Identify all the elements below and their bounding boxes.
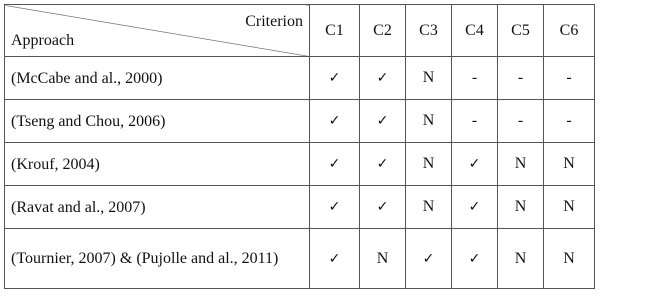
table-cell: N: [406, 186, 452, 229]
table-cell: -: [544, 57, 595, 100]
table-cell: ✓: [360, 186, 406, 229]
table-cell: N: [498, 186, 544, 229]
table-row: [5, 143, 595, 186]
table-row: [5, 100, 595, 143]
column-header-c1: C1: [310, 5, 360, 57]
column-header-c4: C4: [452, 5, 498, 57]
header-row: [5, 5, 595, 57]
table-cell: N: [360, 229, 406, 289]
table-cell: N: [544, 229, 595, 289]
approach-cell: (Ravat and al., 2007): [5, 186, 310, 229]
criterion-label: Criterion: [245, 13, 303, 30]
approach-label: Approach: [11, 32, 75, 49]
table-cell: ✓: [360, 100, 406, 143]
approach-cell: (McCabe and al., 2000): [5, 57, 310, 100]
column-header-c6: C6: [544, 5, 595, 57]
table-cell: -: [452, 57, 498, 100]
column-header-c2: C2: [360, 5, 406, 57]
table-cell: ✓: [310, 229, 360, 289]
table-cell: N: [406, 100, 452, 143]
table-cell: N: [406, 57, 452, 100]
comparison-table: [4, 4, 595, 289]
table-cell: ✓: [310, 57, 360, 100]
approach-cell: (Tseng and Chou, 2006): [5, 100, 310, 143]
table-row: [5, 57, 595, 100]
approach-cell: (Krouf, 2004): [5, 143, 310, 186]
table-cell: N: [544, 186, 595, 229]
table-cell: -: [544, 100, 595, 143]
table-cell: ✓: [360, 57, 406, 100]
table-cell: ✓: [310, 100, 360, 143]
table-cell: ✓: [406, 229, 452, 289]
table-cell: N: [544, 143, 595, 186]
table-cell: ✓: [452, 143, 498, 186]
table-cell: -: [498, 100, 544, 143]
table-row: [5, 186, 595, 229]
table-cell: -: [498, 57, 544, 100]
table-cell: ✓: [360, 143, 406, 186]
table-cell: ✓: [310, 143, 360, 186]
table-row: [5, 229, 595, 289]
table-cell: N: [498, 229, 544, 289]
table-cell: N: [498, 143, 544, 186]
table-container: [4, 4, 595, 289]
table-cell: ✓: [452, 229, 498, 289]
table-cell: ✓: [310, 186, 360, 229]
column-header-c5: C5: [498, 5, 544, 57]
table-cell: -: [452, 100, 498, 143]
table-cell: ✓: [452, 186, 498, 229]
approach-cell: (Tournier, 2007) & (Pujolle and al., 2011): [5, 229, 310, 289]
corner-header-cell: [5, 5, 310, 57]
table-cell: N: [406, 143, 452, 186]
column-header-c3: C3: [406, 5, 452, 57]
